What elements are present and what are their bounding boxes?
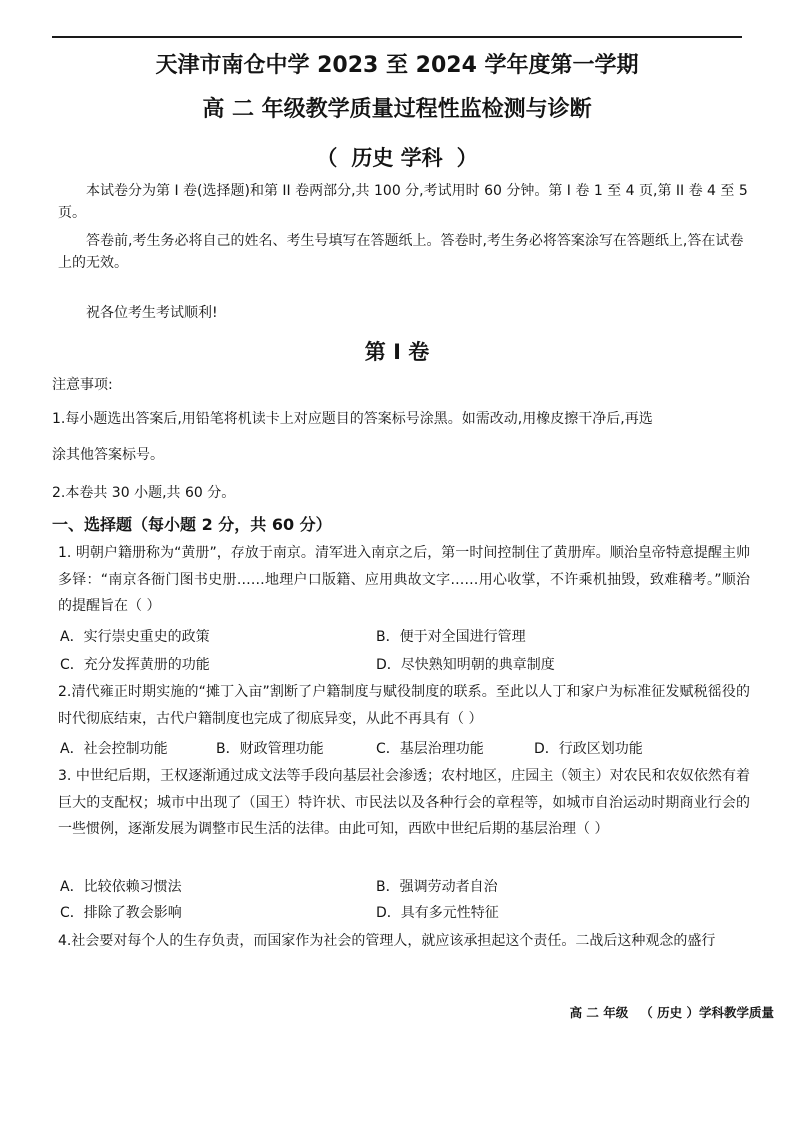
question-1-option-a: A．实行崇史重史的政策 (60, 629, 210, 645)
page-footer (558, 1003, 774, 1021)
top-rule (52, 36, 742, 38)
question-2-option-a: A．社会控制功能 (60, 741, 168, 757)
intro-paragraph-1: 本试卷分为第 I 卷(选择题)和第 II 卷两部分,共 100 分,考试用时 60 分钟。第 I 卷 1 至 4 页,第 II 卷 4 至 5 页。 (58, 183, 748, 221)
question-3-stem: 3. 中世纪后期，王权逐渐通过成文法等手段向基层社会渗透；农村地区，庄园主（领主）对农民和农奴依然有着巨大的支配权；城市中出现了（国王）特许状、市民法以及各种行会的章程等，如城市自治运动时期商业行会的一些惯例，逐渐发展为调整市民生活的法律。由此可知，西欧中世纪后期的基层治理（ ） (58, 768, 750, 837)
section-title: 第 I 卷 (364, 340, 430, 364)
note-item-2: 2.本卷共 30 小题,共 60 分。 (52, 485, 236, 501)
question-2-option-c: C．基层治理功能 (376, 741, 484, 757)
exam-title-line1: 天津市南仓中学 2023 至 2024 学年度第一学期 (155, 53, 639, 78)
good-luck-text: 祝各位考生考试顺利! (86, 305, 218, 321)
subject-close-paren: ） (456, 146, 478, 170)
question-3-option-b: B．强调劳动者自治 (376, 879, 498, 895)
question-3-option-d: D．具有多元性特征 (376, 905, 499, 921)
exam-title-line2: 高 二 年级教学质量过程性监检测与诊断 (202, 97, 592, 122)
footer-subject: （ 历史 ）学科教学质量 (640, 1005, 774, 1020)
subject-title (0, 142, 794, 172)
question-1-option-d: D．尽快熟知明朝的典章制度 (376, 657, 555, 673)
part-heading: 一、选择题（每小题 2 分，共 60 分） (52, 515, 332, 534)
footer-grade: 高 二 年级 (569, 1005, 629, 1020)
question-1-option-b: B．便于对全国进行管理 (376, 629, 526, 645)
question-2-option-d: D．行政区划功能 (534, 741, 643, 757)
intro-paragraph-2: 答卷前,考生务必将自己的姓名、考生号填写在答题纸上。答卷时,考生务必将答案涂写在答题纸上,答在试卷上的无效。 (58, 233, 744, 271)
subject-name: 历史 学科 (351, 146, 443, 170)
question-3-option-c: C．排除了教会影响 (60, 905, 182, 921)
question-3-option-a: A．比较依赖习惯法 (60, 879, 182, 895)
question-1-option-c: C．充分发挥黄册的功能 (60, 657, 210, 673)
question-1-stem: 1. 明朝户籍册称为“黄册”，存放于南京。清军进入南京之后，第一时间控制住了黄册库。顺治皇帝特意提醒主帅多铎：“南京各衙门图书史册……地理户口版籍、应用典故文字……用心收掌，不许乘机抽毁，致难稽考。”顺治的提醒旨在（ ） (58, 545, 750, 614)
question-4-stem: 4.社会要对每个人的生存负责，而国家作为社会的管理人，就应该承担起这个责任。二战后这种观念的盛行 (58, 933, 716, 949)
notes-heading: 注意事项: (52, 377, 113, 393)
note-item-1-line2: 涂其他答案标号。 (52, 447, 164, 463)
subject-open-paren: （ (316, 146, 338, 170)
question-2-option-b: B．财政管理功能 (216, 741, 324, 757)
note-item-1-line1: 1.每小题选出答案后,用铅笔将机读卡上对应题目的答案标号涂黑。如需改动,用橡皮擦干净后,再选 (52, 411, 653, 427)
question-2-stem: 2.清代雍正时期实施的“摊丁入亩”割断了户籍制度与赋役制度的联系。至此以人丁和家户为标准征发赋税徭役的时代彻底结束，古代户籍制度也完成了彻底异变，从此不再具有（ ） (58, 684, 750, 727)
